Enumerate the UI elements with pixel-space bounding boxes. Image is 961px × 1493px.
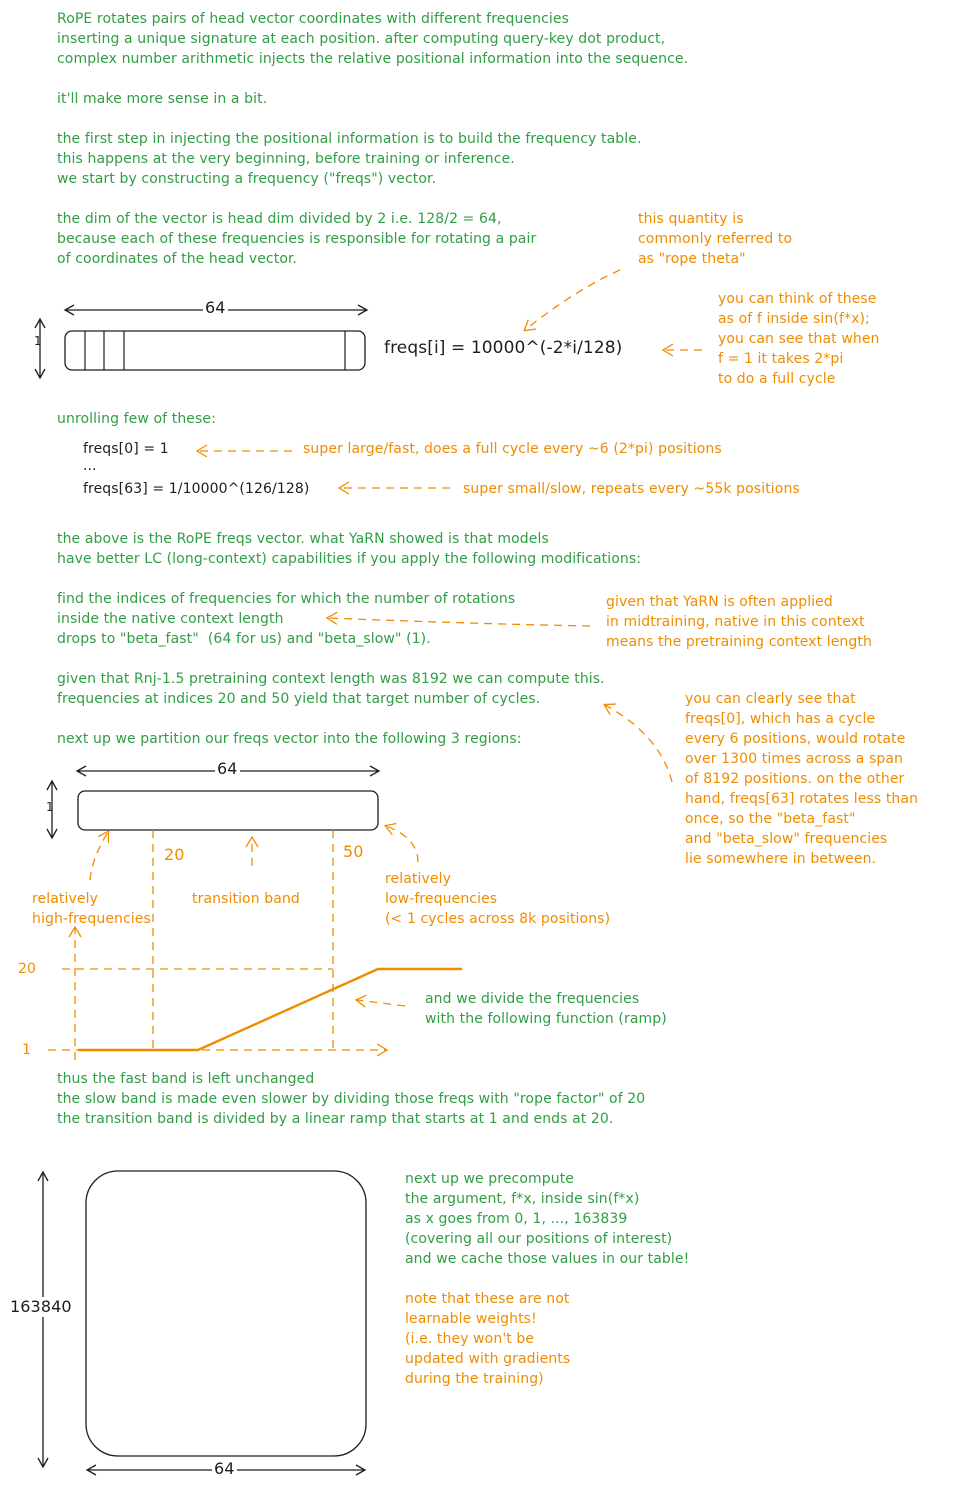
- transition-label: transition band: [192, 891, 300, 907]
- precompute-text: next up we precompute the argument, f*x, inside sin(f*x) as x goes from 0, 1, ..., 163839 (covering all our positions of interest) and we cache those values in our table!: [405, 1171, 690, 1267]
- freqs-vector-2: [52, 771, 378, 837]
- index-20-label: 20: [164, 845, 185, 864]
- ramp-curve: [78, 969, 462, 1050]
- vector-1-width-label: 64: [205, 298, 226, 317]
- yarn-intro-text: the above is the RoPE freqs vector. what YaRN showed is that models have better LC (long-context) capabilities if you apply the following modifications:: [57, 531, 642, 567]
- freqs-formula: freqs[i] = 10000^(-2*i/128): [384, 338, 623, 358]
- table-height-label: 163840: [10, 1297, 72, 1316]
- more-sense-text: it'll make more sense in a bit.: [57, 91, 268, 107]
- ramp-note-arrow: [357, 1000, 405, 1006]
- ramp-bottom-label: 1: [22, 1042, 32, 1058]
- rope-theta-arrow: [525, 270, 620, 330]
- rnj-text: given that Rnj-1.5 pretraining context length was 8192 we can compute this. frequencies at indices 20 and 50 yield that target number of cycles.: [57, 671, 605, 707]
- low-freq-arrow: [386, 826, 418, 862]
- table-box: [86, 1171, 366, 1456]
- vector-1-box: [65, 331, 365, 370]
- thus-text: thus the fast band is left unchanged the slow band is made even slower by dividing those freqs with "rope factor" of 20 the transition band is divided by a linear ramp that starts at 1 and ends at 20.: [57, 1071, 646, 1127]
- not-learnable-note: note that these are not learnable weights! (i.e. they won't be updated with gradients during the training): [405, 1291, 571, 1387]
- slow-note: super small/slow, repeats every ~55k positions: [463, 481, 800, 497]
- vector-2-width-label: 64: [217, 759, 238, 778]
- unrolling-text: unrolling few of these:: [57, 411, 216, 427]
- midtraining-note: given that YaRN is often applied in midtraining, native in this context means the pretraining context length: [606, 594, 872, 650]
- vector-2-box: [78, 791, 378, 830]
- ramp-top-label: 20: [18, 961, 37, 977]
- sin-note: you can think of these as of f inside sin(f*x); you can see that when f = 1 it takes 2*pi to do a full cycle: [718, 291, 880, 387]
- intro-text: RoPE rotates pairs of head vector coordinates with different frequencies inserting a unique signature at each position. after computing query-key dot product, complex number arithmetic injects the relative positional information into the sequence.: [57, 11, 689, 67]
- ramp-note: and we divide the frequencies with the following function (ramp): [425, 991, 667, 1027]
- dim-text: the dim of the vector is head dim divided by 2 i.e. 128/2 = 64, because each of these frequencies is responsible for rotating a pair of coordinates of the head vector.: [57, 211, 537, 267]
- rope-theta-note: this quantity is commonly referred to as "rope theta": [638, 211, 793, 267]
- find-indices-text: find the indices of frequencies for which the number of rotations inside the native context length drops to "beta_fast" (64 for us) and "beta_slow" (1).: [57, 591, 516, 647]
- first-step-text: the first step in injecting the positional information is to build the frequency table. this happens at the very beginning, before training or inference. we start by constructing a frequency ("freqs") vector.: [57, 131, 642, 187]
- cycle-note: you can clearly see that freqs[0], which has a cycle every 6 positions, would rotate over 1300 times across a span of 8192 positions. on the other hand, freqs[63] rotates less than once, so the "beta_fast" and "beta_slow" frequencies lie somewhere in between.: [685, 691, 919, 867]
- high-freq-label: relatively high-frequencies: [32, 891, 151, 927]
- ellipsis-text: ...: [83, 458, 97, 474]
- fast-note: super large/fast, does a full cycle every ~6 (2*pi) positions: [303, 441, 722, 457]
- vector-1-height-label: 1: [34, 334, 42, 348]
- vector-2-height-label: 1: [46, 800, 54, 814]
- low-freq-label: relatively low-frequencies (< 1 cycles across 8k positions): [385, 871, 611, 927]
- high-freq-arrow: [90, 832, 108, 880]
- freq63-text: freqs[63] = 1/10000^(126/128): [83, 481, 310, 497]
- index-50-label: 50: [343, 842, 364, 861]
- ramp-plot: [48, 830, 462, 1060]
- freqs-vector-1: [40, 310, 366, 377]
- table-width-label: 64: [214, 1459, 235, 1478]
- freq0-text: freqs[0] = 1: [83, 441, 169, 457]
- cache-table: [43, 1171, 366, 1470]
- cycle-note-arrow: [605, 705, 672, 782]
- partition-text: next up we partition our freqs vector into the following 3 regions:: [57, 731, 522, 747]
